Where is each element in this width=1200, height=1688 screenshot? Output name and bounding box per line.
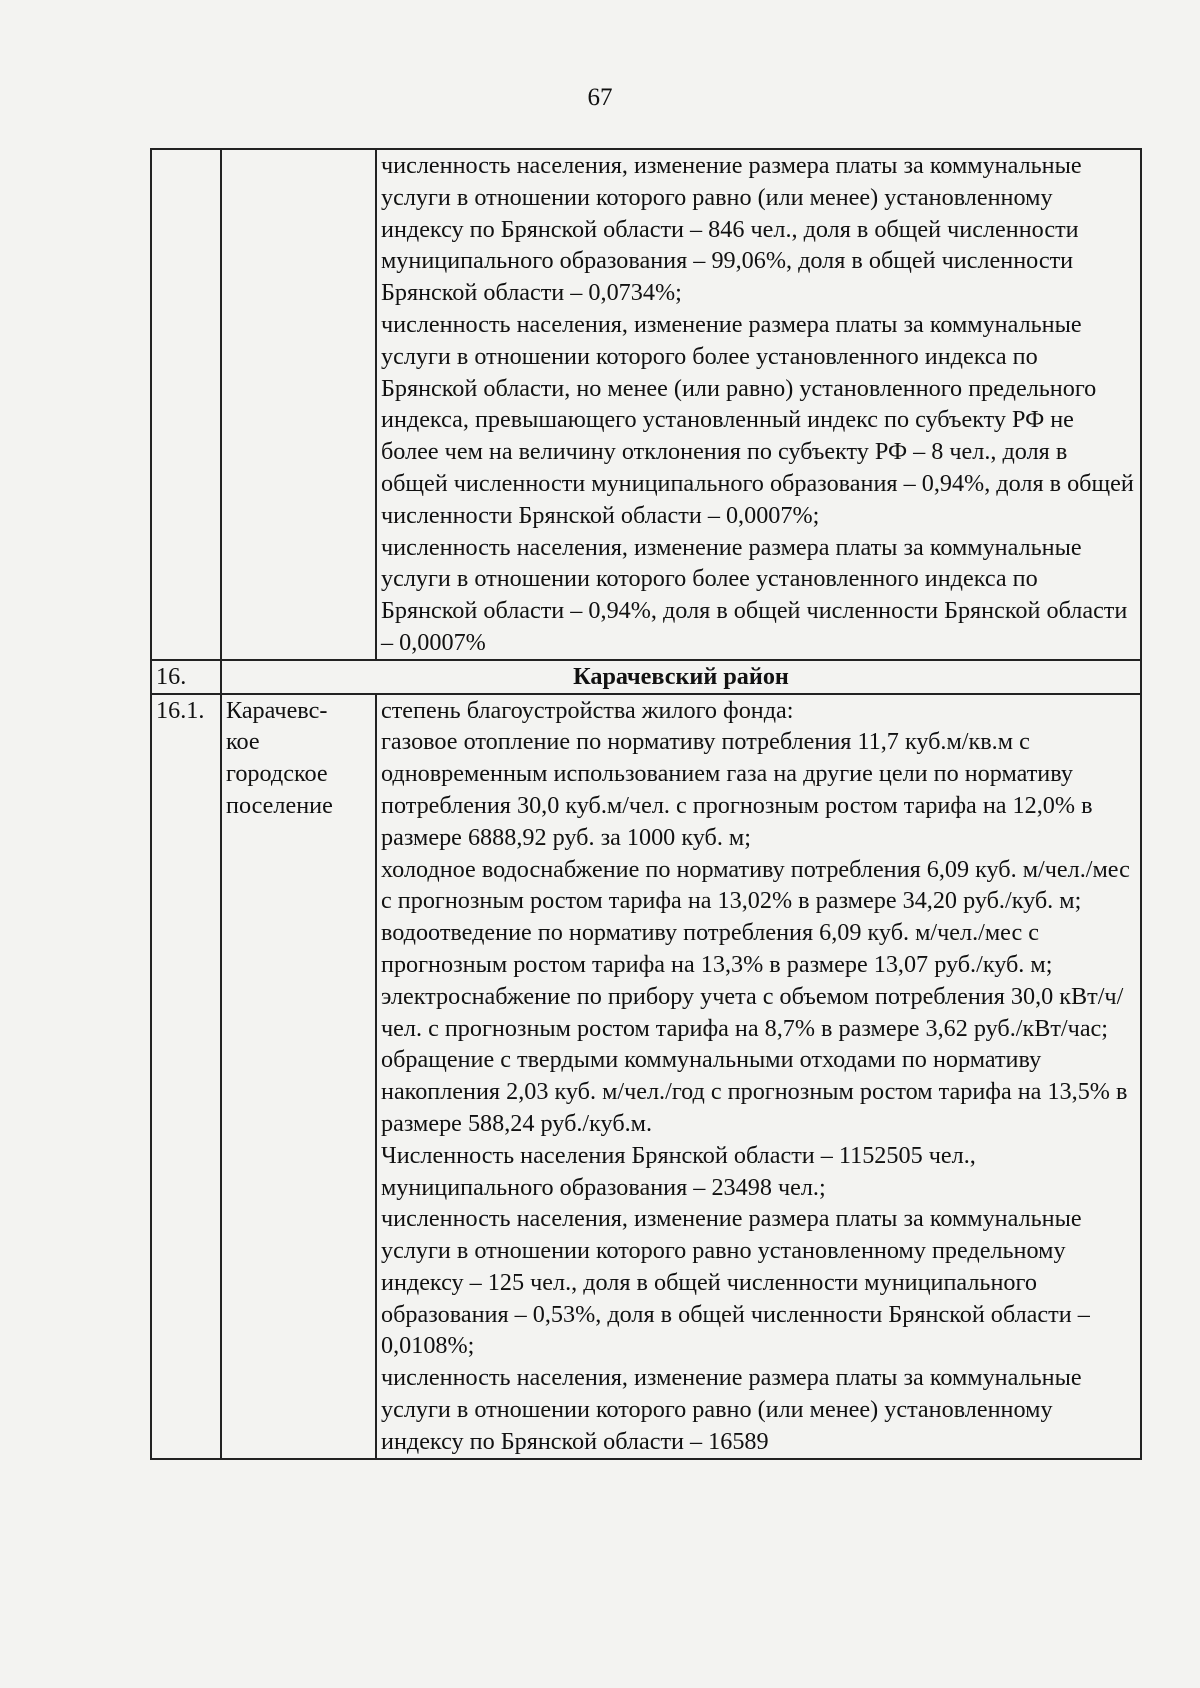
content-paragraph: газовое отопление по нормативу потребления 11,7 куб.м/кв.м с одновременным использованием газа на другие цели по нормативу потребления 30,0 куб.м/чел. с прогнозным ростом тарифа на 12,0% в размере 6888,92 руб. за 1000 куб. м; <box>381 728 1093 851</box>
content-paragraph: численность населения, изменение размера платы за коммунальные услуги в отношении которого равно (или менее) установленному индексу по Брянской области – 16589 <box>381 1364 1082 1455</box>
municipality-name <box>221 694 376 1459</box>
page-number: 67 <box>587 84 613 111</box>
content-cell <box>376 694 1141 1459</box>
municipality-number: 16.1. <box>151 694 221 1459</box>
district-row <box>151 660 1141 694</box>
continuation-row <box>151 149 1141 660</box>
municipality-name-line: поселение <box>226 791 333 819</box>
content-paragraph: электроснабжение по прибору учета с объемом потребления 30,0 кВт/ч/чел. с прогнозным ростом тарифа на 8,7% в размере 3,62 руб./кВт/час; <box>381 982 1124 1042</box>
content-cell <box>376 149 1141 660</box>
municipality-name-line: Карачевс- <box>226 696 328 724</box>
content-paragraph: холодное водоснабжение по нормативу потребления 6,09 куб. м/чел./мес с прогнозным ростом тарифа на 13,02% в размере 34,20 руб./куб. м; <box>381 855 1130 915</box>
municipality-name-line: кое <box>226 728 260 756</box>
content-paragraph: численность населения, изменение размера платы за коммунальные услуги в отношении которого равно (или менее) установленному индексу по Брянской области – 846 чел., доля в общей численности муниципального образования – 99,06%, доля в общей численности Брянской области – 0,0734%; <box>381 152 1082 307</box>
municipality-name-cell <box>221 149 376 660</box>
municipality-name-line: городское <box>226 760 328 788</box>
content-paragraph: численность населения, изменение размера платы за коммунальные услуги в отношении которого равно установленному предельному индексу – 125 чел., доля в общей численности муниципального образования – 0,53%, доля в общей численности Брянской области – 0,0108%; <box>381 1205 1090 1360</box>
content-paragraph: обращение с твердыми коммунальными отходами по нормативу накопления 2,03 куб. м/чел./год с прогнозным ростом тарифа на 13,5% в размере 588,24 руб./куб.м. <box>381 1046 1128 1137</box>
content-paragraph: Численность населения Брянской области – 1152505 чел., муниципального образования – 23498 чел.; <box>381 1141 976 1201</box>
content-paragraph: водоотведение по нормативу потребления 6,09 куб. м/чел./мес с прогнозным ростом тарифа на 13,3% в размере 13,07 руб./куб. м; <box>381 919 1053 978</box>
tariff-table <box>150 148 1142 1460</box>
district-number: 16. <box>151 660 221 694</box>
municipality-row <box>151 694 1141 1459</box>
content-paragraph: степень благоустройства жилого фонда: <box>381 696 794 724</box>
row-number-cell <box>151 149 221 660</box>
district-name: Карачевский район <box>221 660 1141 694</box>
content-paragraph: численность населения, изменение размера платы за коммунальные услуги в отношении которого более установленного индекса по Брянской области – 0,94%, доля в общей численности Брянской области – 0,0007% <box>381 533 1128 656</box>
content-paragraph: численность населения, изменение размера платы за коммунальные услуги в отношении которого более установленного индекса по Брянской области, но менее (или равно) установленного предельного индекса, превышающего установленный индекс по субъекту РФ не более чем на величину отклонения по субъекту РФ – 8 чел., доля в общей численности муниципального образования – 0,94%, доля в общей численности Брянской области – 0,0007%; <box>381 310 1134 529</box>
